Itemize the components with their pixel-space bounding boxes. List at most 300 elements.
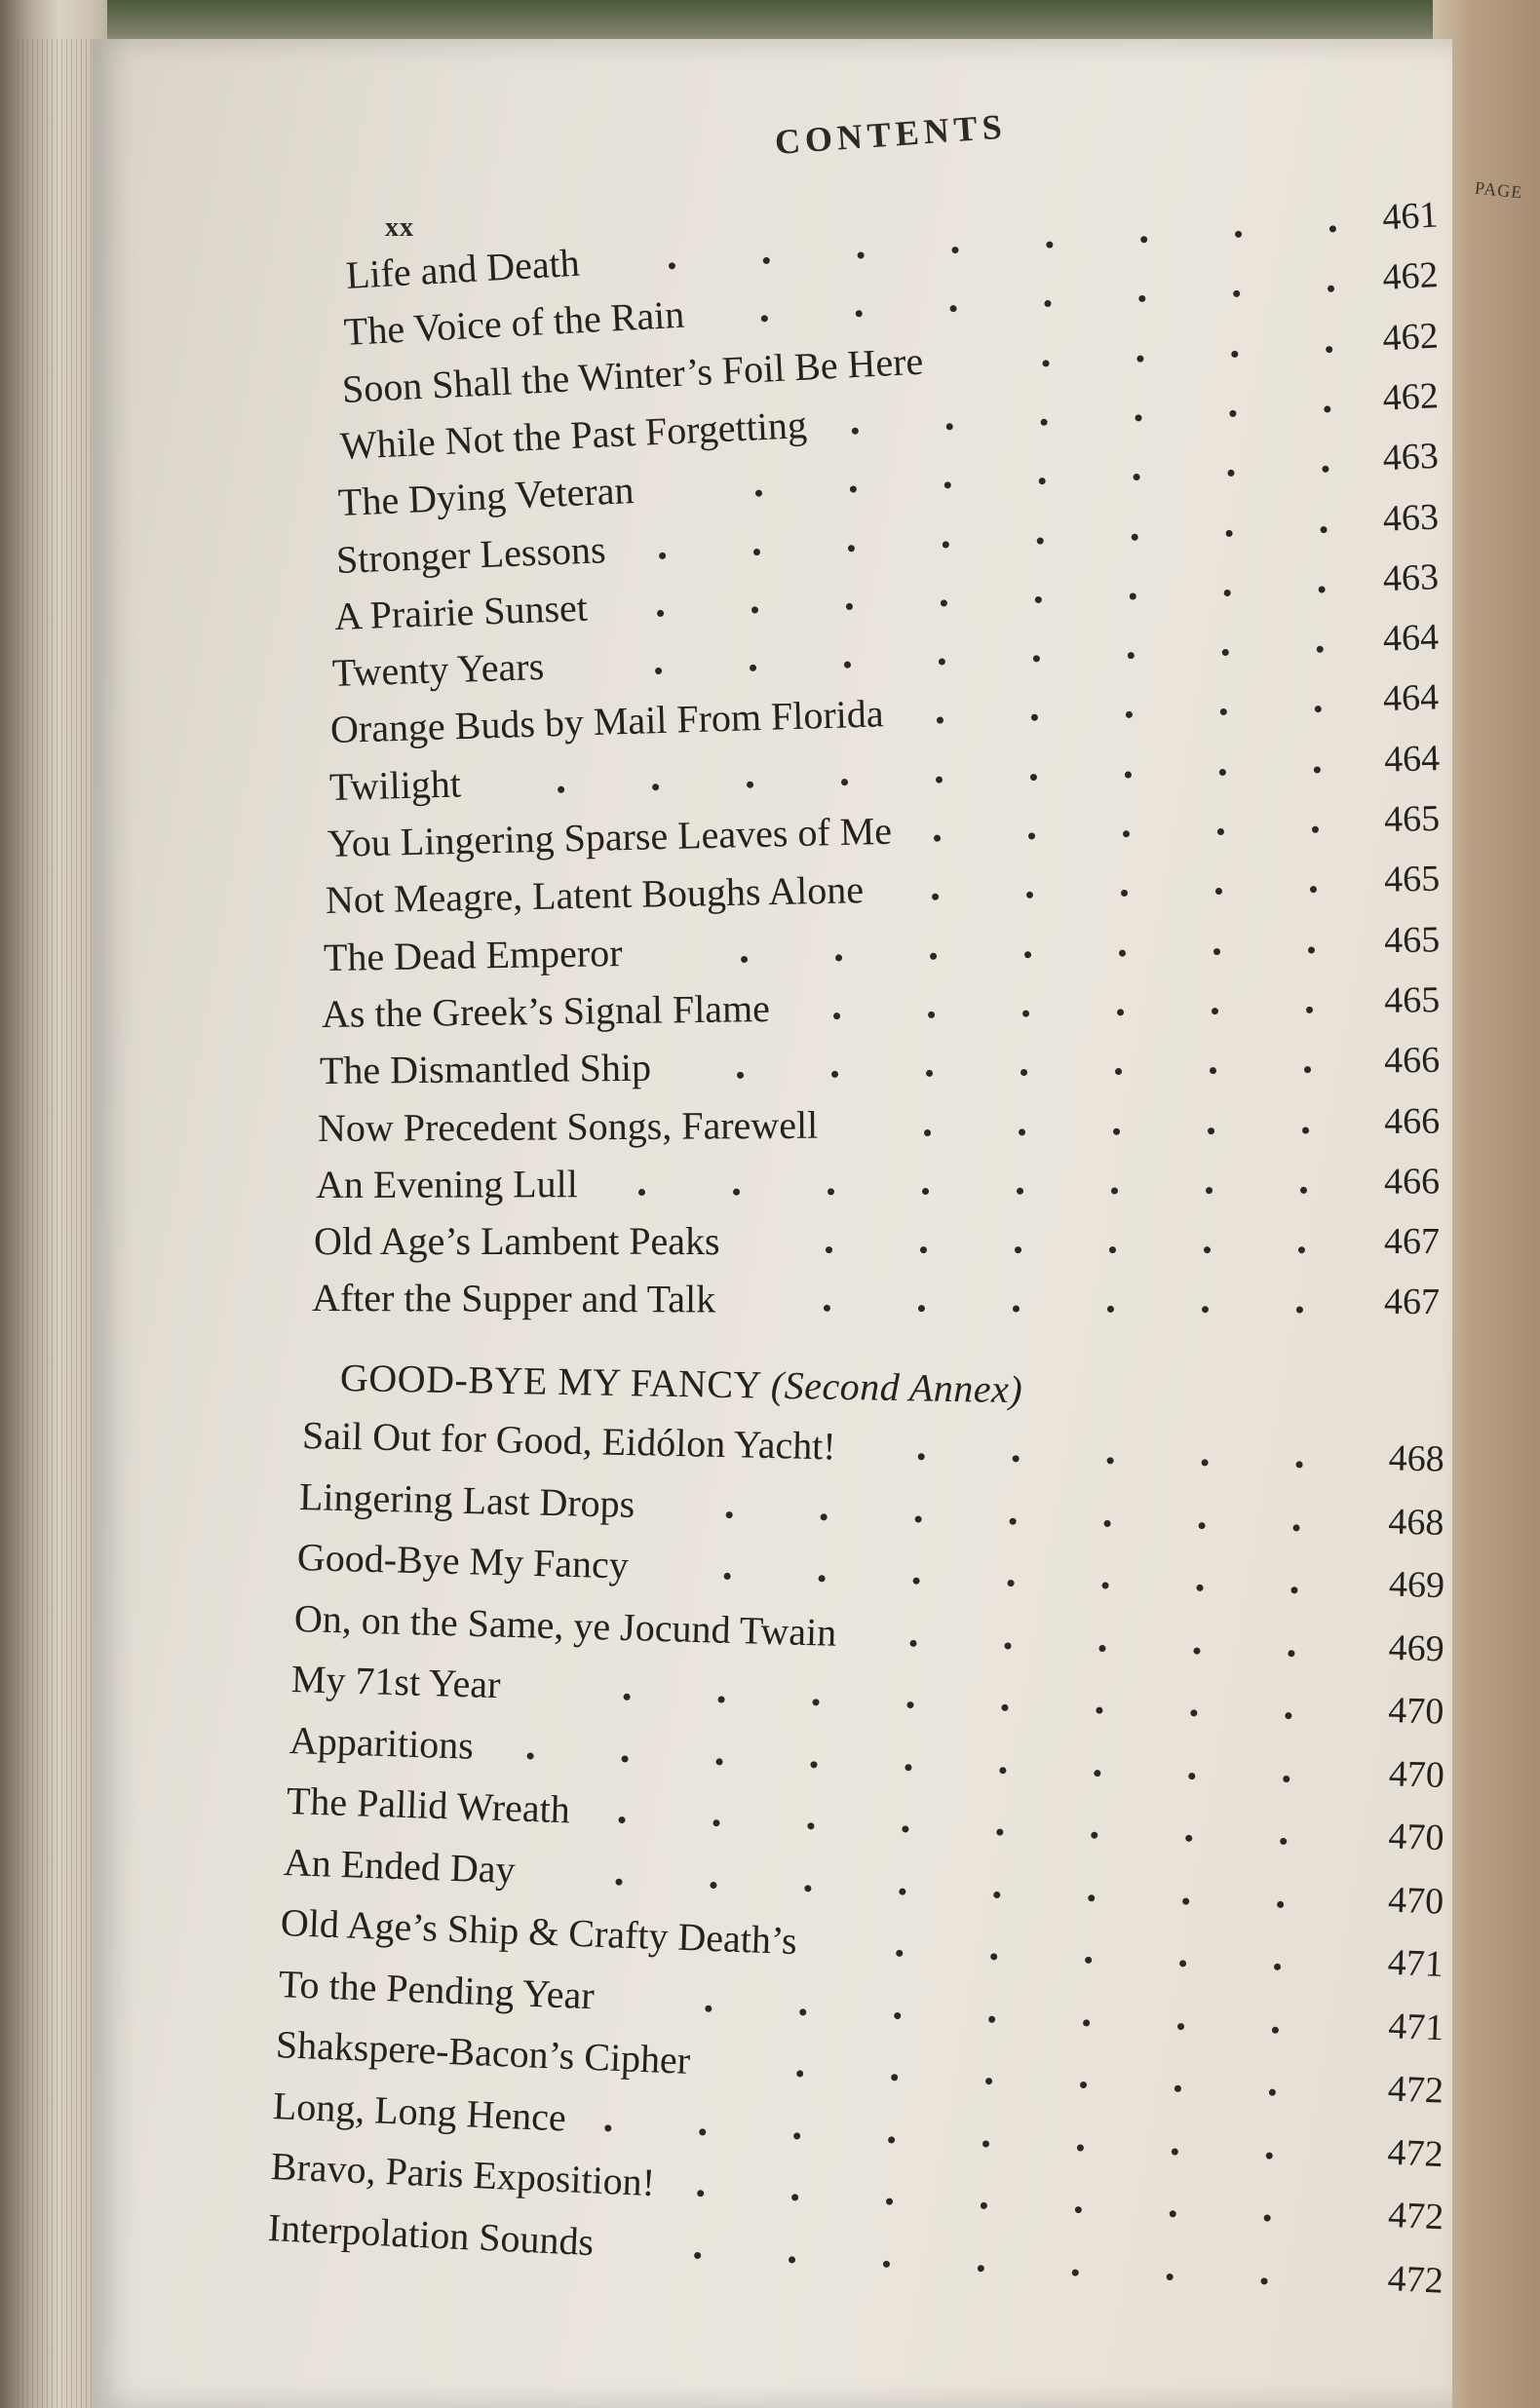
dot-leader [712,1819,719,1826]
toc-entry-title: Twilight [327,761,462,809]
dot-leader [1272,2026,1279,2033]
dot-leader [791,2194,798,2200]
dot-leader [1300,1187,1307,1194]
dot-leader [907,1701,914,1708]
dot-leader [850,485,857,492]
dot-leader [1220,708,1227,715]
dot-leader [761,315,768,322]
dot-leader [848,545,855,552]
toc-entry-page: 470 [1387,1690,1445,1733]
toc-entry-page: 464 [1382,616,1441,660]
dot-leader [1097,1707,1103,1714]
dot-leader [991,1953,998,1960]
dot-leader [741,956,748,963]
dot-leader [1132,533,1138,540]
dot-leader [715,1758,722,1765]
dot-leader [1226,529,1233,536]
dot-leader [1206,1187,1213,1194]
dot-leader [886,2198,893,2204]
toc-entry-page: 470 [1387,1816,1445,1859]
toc-entry-page: 464 [1382,676,1441,720]
dot-leader [1138,295,1145,302]
dot-leader [657,610,664,617]
dot-leader [946,423,953,430]
dot-leader [941,599,947,606]
dot-leader [1304,1066,1311,1073]
toc-entry-page: 466 [1383,1040,1441,1082]
toc-entry-page: 467 [1383,1221,1440,1263]
dot-leader [1288,1650,1294,1657]
dot-leader [1035,596,1042,603]
dot-leader [846,603,853,610]
dot-leader [1326,346,1332,353]
toc-entry-page: 462 [1381,254,1440,299]
dot-leader [807,1822,814,1829]
dot-leader [1107,1457,1114,1464]
dot-leader [1004,1642,1011,1649]
dot-leader [1031,714,1038,721]
dot-leader [1033,655,1040,662]
dot-leader [951,247,958,253]
toc-entry-page: 462 [1381,315,1440,359]
dot-leader [912,1578,919,1585]
dot-leader [1204,1246,1211,1253]
toc-entry-title: The Voice of the Rain [342,291,686,355]
section-heading-subtitle: (Second Annex) [770,1362,1023,1412]
dot-leader [1182,1897,1189,1904]
dot-leader [993,1891,1000,1897]
toc-entry-title: An Ended Day [283,1839,517,1892]
dot-leader [905,1764,911,1771]
dot-leader [804,1885,811,1892]
dot-leader [1104,1519,1111,1526]
dot-leader [826,1246,832,1253]
dot-leader [1202,1459,1209,1466]
toc-entry-title: The Dying Veteran [337,468,635,525]
toc-entry [325,854,1476,925]
toc-entry-page: 464 [1383,737,1441,781]
toc-entry-title: Interpolation Sounds [267,2204,596,2264]
dot-leader [1215,888,1222,895]
dot-leader [1296,1461,1303,1468]
dot-leader [1306,1007,1313,1013]
dot-leader [1308,946,1315,953]
toc-entry [299,1472,1450,1548]
dot-leader [978,2265,984,2272]
dot-leader [605,2124,612,2131]
toc-entry-page: 469 [1388,1563,1445,1607]
page-edge-lines [18,39,96,2408]
dot-leader [856,310,863,317]
dot-leader [1263,2214,1270,2221]
dot-leader [1029,774,1036,781]
toc-entry-title: The Dismantled Ship [319,1045,651,1093]
dot-leader [1094,1770,1100,1777]
page-column-label: PAGE [1474,177,1524,203]
dot-leader [1229,410,1236,417]
toc-entry [321,975,1472,1039]
dot-leader [558,785,564,792]
dot-leader [1077,2144,1084,2151]
dot-leader [852,427,859,434]
toc-entry-title: Not Meagre, Latent Boughs Alone [325,867,865,923]
toc-entry-title: On, on the Same, ye Jocund Twain [293,1595,837,1655]
dot-leader [1083,2019,1090,2026]
dot-leader [1017,1188,1023,1195]
dot-leader [1260,2277,1267,2284]
toc-entry-page: 465 [1383,978,1441,1021]
dot-leader [926,1070,933,1077]
toc-entry-title: My 71st Year [290,1657,502,1707]
dot-leader [1196,1585,1203,1591]
toc-entry-title: Shakspere-Bacon’s Cipher [275,2022,692,2083]
toc-entry-title: Orange Buds by Mail From Florida [329,691,885,752]
toc-entry-title: Bravo, Paris Exposition! [269,2144,656,2205]
dot-leader [1328,286,1334,292]
dot-leader [1119,949,1126,956]
dot-leader [1315,706,1322,712]
dot-leader [1109,1246,1116,1253]
dot-leader [1041,419,1048,426]
dot-leader [1167,2273,1174,2279]
toc-entry-page: 468 [1388,1437,1445,1480]
dot-leader [982,2140,989,2147]
dot-leader [618,1816,625,1823]
dot-leader [723,1573,730,1580]
dot-leader [1101,1582,1108,1588]
dot-leader [1024,951,1031,958]
contents-heading: CONTENTS [773,106,1008,162]
dot-leader [1231,350,1238,357]
dot-leader [789,2256,795,2263]
dot-leader [750,665,756,671]
dot-leader [1174,2085,1181,2092]
dot-leader [922,1188,929,1195]
dot-leader [1210,1067,1216,1074]
dot-leader [985,2078,992,2084]
dot-leader [1136,414,1142,421]
dot-leader [821,1513,828,1520]
dot-leader [1283,1775,1290,1781]
toc-entry-title: Old Age’s Ship & Crafty Death’s [280,1900,798,1964]
toc-entry-title: While Not the Past Forgetting [339,401,808,468]
toc-entry-page: 461 [1381,194,1440,239]
toc-entry-title: Apparitions [288,1717,475,1768]
dot-leader [1266,2152,1273,2159]
toc-entry-page: 466 [1383,1161,1441,1203]
dot-leader [793,2132,800,2139]
page-folio: xx [385,212,414,243]
dot-leader [694,2251,701,2258]
dot-leader [763,257,770,264]
dot-leader [1172,2148,1178,2155]
dot-leader [1124,771,1131,778]
dot-leader [753,548,760,554]
dot-leader [1080,2082,1087,2088]
toc-entry-page: 472 [1386,2194,1444,2238]
dot-leader [1072,2269,1079,2275]
dot-leader [1074,2206,1081,2213]
dot-leader [1277,1900,1284,1907]
toc-entry-page: 466 [1383,1100,1441,1142]
dot-leader [1224,590,1231,596]
dot-leader [1179,1960,1186,1967]
dot-leader [1235,231,1242,238]
dot-leader [928,1012,935,1018]
toc-entry-page: 471 [1387,2005,1444,2048]
dot-leader [1317,646,1324,653]
dot-leader [935,776,942,783]
dot-leader [939,658,945,665]
dot-leader [1115,1068,1122,1075]
dot-leader [1134,474,1140,480]
dot-leader [1199,1522,1206,1529]
dot-leader [1015,1246,1021,1253]
dot-leader [918,1453,925,1460]
dot-leader [655,668,662,674]
dot-leader [828,1188,834,1195]
dot-leader [1269,2089,1276,2096]
dot-leader [918,1306,925,1313]
dot-leader [1218,769,1225,776]
dot-leader [883,2260,890,2267]
book-page [93,39,1524,2408]
toc-entry-title: You Lingering Sparse Leaves of Me [327,808,893,865]
dot-leader [1208,1128,1214,1134]
dot-leader [616,1878,623,1885]
toc-entry-page: 472 [1387,2131,1444,2175]
dot-leader [1313,766,1320,773]
dot-leader [621,1755,628,1762]
dot-leader [944,481,951,488]
dot-leader [1130,592,1136,599]
toc-entry-page: 465 [1383,797,1441,841]
dot-leader [1019,1128,1025,1135]
dot-leader [1122,830,1129,837]
dot-leader [831,1071,838,1078]
section-heading-title: GOOD-BYE MY FANCY [339,1356,761,1407]
toc-entry-page: 472 [1386,2257,1444,2302]
dot-leader [1323,466,1329,473]
toc-entry-page: 463 [1382,495,1440,540]
toc-entry [320,1036,1470,1095]
dot-leader [1298,1246,1305,1253]
dot-leader [1222,649,1229,656]
dot-leader [1010,1517,1017,1524]
dot-leader [697,2190,704,2197]
dot-leader [1274,1964,1281,1970]
dot-leader [844,662,851,669]
dot-leader [891,2074,898,2081]
toc-entry-title: Lingering Last Drops [298,1473,636,1526]
dot-leader [669,262,675,269]
dot-leader [1039,478,1046,484]
toc-entry [318,1096,1468,1153]
toc-entry [314,1217,1464,1266]
toc-entry-title: Old Age’s Lambent Peaks [313,1219,720,1264]
dot-leader [1026,892,1033,898]
dot-leader [638,1189,645,1196]
dot-leader [924,1128,931,1135]
dot-leader [1136,355,1143,362]
toc-entry [312,1274,1462,1326]
dot-leader [1321,525,1328,532]
toc-entry-title: The Pallid Wreath [286,1778,571,1832]
dot-leader [1117,1009,1124,1015]
dot-leader [652,784,659,790]
dot-leader [813,1699,820,1705]
toc-entry-page: 470 [1387,1752,1445,1796]
toc-entry-page: 462 [1381,375,1440,419]
dot-leader [1290,1586,1297,1593]
toc-entry-title: Now Precedent Songs, Farewell [317,1102,819,1150]
dot-leader [930,952,937,959]
dot-leader [1046,241,1053,248]
toc-entry-page: 469 [1388,1626,1445,1669]
dot-leader [751,606,758,613]
dot-leader [1285,1712,1291,1719]
dot-leader [835,954,842,961]
dot-leader [897,1950,904,1957]
toc-entry-page: 468 [1388,1501,1445,1544]
dot-leader [1140,236,1147,243]
dot-leader [932,894,939,900]
dot-leader [1113,1128,1120,1134]
dot-leader [1302,1127,1309,1133]
dot-leader [755,490,762,497]
dot-leader [1126,711,1133,718]
dot-leader [1319,586,1326,592]
dot-leader [1185,1835,1192,1842]
dot-leader [1013,1455,1020,1462]
toc-entry-title: As the Greek’s Signal Flame [321,985,770,1036]
dot-leader [824,1305,830,1312]
dot-leader [1002,1704,1009,1711]
toc-entry-title: A Prairie Sunset [333,585,589,638]
dot-leader [933,835,940,842]
toc-entry-title: After the Supper and Talk [311,1276,716,1321]
toc-entry-page: 463 [1382,555,1441,599]
dot-leader [624,1694,631,1701]
toc-entry [323,914,1474,981]
dot-leader [899,1888,905,1894]
toc-entry-title: Stronger Lessons [335,526,607,582]
dot-leader [902,1825,908,1832]
dot-leader [710,1881,716,1888]
dot-leader [894,2011,901,2018]
dot-leader [1121,890,1128,897]
dot-leader [1098,1644,1105,1651]
toc-entry-title: Twenty Years [331,643,546,696]
dot-leader [1007,1580,1014,1586]
dot-leader [796,2070,803,2077]
toc-entry-title: The Dead Emperor [323,930,623,979]
dot-leader [1191,1709,1198,1716]
dot-leader [1311,826,1318,833]
dot-leader [1169,2210,1175,2217]
dot-leader [699,2128,706,2135]
dot-leader [1202,1307,1209,1314]
toc-entry-page: 472 [1387,2068,1444,2112]
toc-entry-title: Long, Long Hence [272,2083,568,2140]
dot-leader [1228,470,1235,477]
dot-leader [888,2136,895,2143]
dot-leader [659,552,666,558]
dot-leader [810,1761,817,1768]
toc-entry-title: To the Pending Year [277,1961,596,2017]
toc-entry-page: 465 [1383,918,1441,961]
dot-leader [718,1696,725,1702]
dot-leader [1213,948,1220,955]
toc-entry-page: 470 [1387,1879,1445,1923]
dot-leader [1329,225,1336,232]
dot-leader [1085,1957,1092,1964]
dot-leader [726,1510,733,1517]
toc-entry [301,1411,1452,1484]
dot-leader [996,1828,1003,1835]
dot-leader [1188,1772,1195,1778]
toc-entry-page: 465 [1383,858,1441,901]
dot-leader [909,1639,916,1646]
dot-leader [1128,652,1135,659]
dot-leader [1111,1187,1118,1194]
dot-leader [999,1767,1006,1774]
dot-leader [1088,1894,1095,1901]
dot-leader [1296,1307,1303,1314]
dot-leader [746,781,752,787]
dot-leader [1107,1306,1114,1313]
dot-leader [920,1246,927,1253]
toc-entry-title: Life and Death [344,240,581,297]
dot-leader [1091,1832,1097,1839]
toc-entry-title: Soon Shall the Winter’s Foil Be Here [340,338,925,411]
dot-leader [1216,828,1223,835]
dot-leader [705,2005,712,2011]
section-heading [340,1355,1023,1412]
dot-leader [980,2202,986,2209]
dot-leader [937,717,943,724]
dot-leader [1037,537,1044,544]
dot-leader [1280,1838,1287,1845]
book-page-edges [0,0,107,2408]
dot-leader [1310,886,1317,893]
dot-leader [1020,1069,1027,1076]
dot-leader [1022,1010,1029,1016]
dot-leader [1013,1306,1020,1313]
dot-leader [1027,832,1034,839]
dot-leader [1233,290,1240,297]
toc-entry-title: An Evening Lull [315,1161,578,1206]
dot-leader [1212,1008,1218,1014]
toc-entry-title: Good-Bye My Fancy [296,1535,630,1587]
dot-leader [988,2015,995,2022]
dot-leader [799,2008,806,2015]
toc-entry-title: Sail Out for Good, Eidólon Yacht! [301,1413,837,1469]
dot-leader [943,541,949,548]
dot-leader [840,779,847,785]
dot-leader [1177,2022,1184,2029]
dot-leader [737,1072,744,1079]
dot-leader [1044,300,1051,307]
dot-leader [1193,1647,1200,1654]
toc-entry [316,1157,1466,1209]
dot-leader [733,1188,740,1195]
dot-leader [818,1575,825,1582]
dot-leader [1042,360,1049,366]
dot-leader [1293,1524,1300,1531]
toc-entry-page: 463 [1382,436,1440,479]
dot-leader [857,251,864,258]
